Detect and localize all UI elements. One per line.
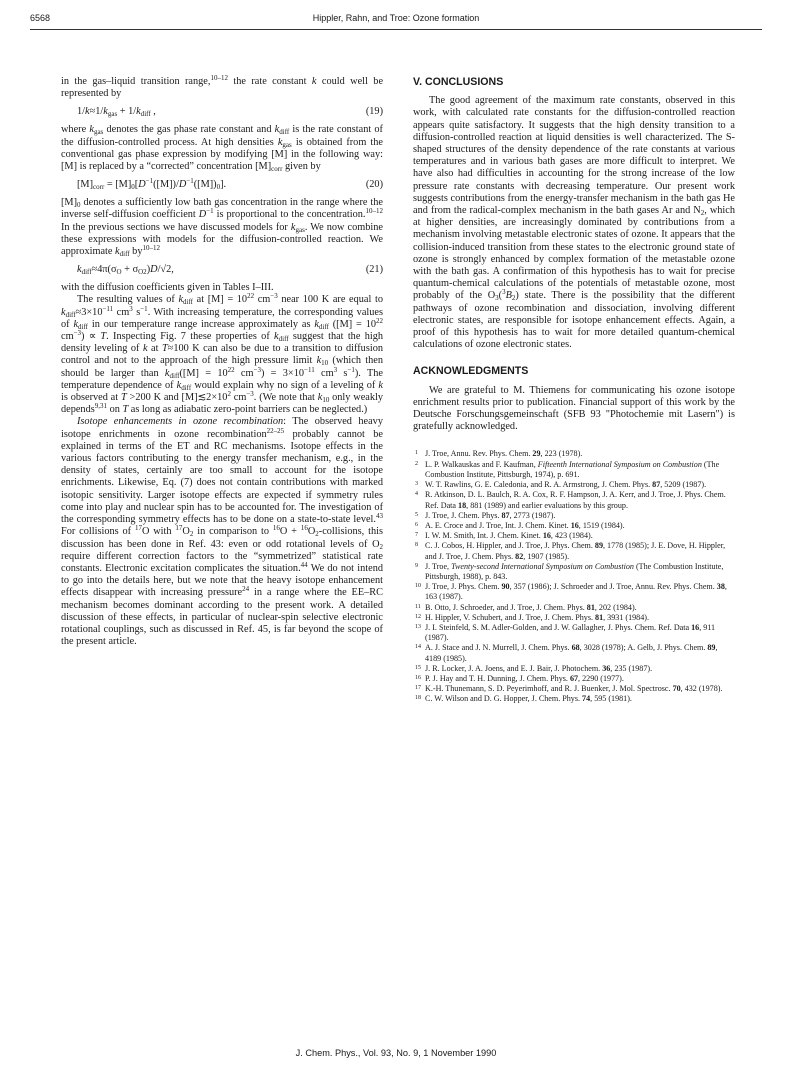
paragraph-conclusions: The good agreement of the maximum rate constants, observed in this work, with calculated rate constants for the diffusion-controlled reaction appears quite satisfactory. It suggests that the high density transition to a diffusion-controlled reaction at liquid densities is well characterized. The S-shaped structures of the density dependence of the rate constants at various temperatures and in various bath gases are more difficult to interpret. We have also had difficulties in accounting for the strong increase of the low pressure rate constants with decreasing temperature. Our present work suggests contributions from the energy-transfer mechanism in the bath gas He and from the radical-complex mechanism in the bath gases Ar and $N_2$, which at higher densities, are increasingly dominated by contributions from a mechanism involving metastable electronic states of ozone. It appears that the collision-induced transition from these states to the electronic ground state of ozone is strongly enhanced by complex formation of the metastable ozone with the bath gas. A confirmation of this hypothesis has to wait for precise quantum-chemical calculations of the potentials of metastable ozone, most probably of the $O_3(^3B_2)$ state. There is the possibility that the different pathways of ozone recombination and dissociation, involving different electronic states, are responsible for isotope enhancement effects. Again, a proof of this hypothesis has to wait for more detailed quantum-chemical calculations of ozone electronic states. [413,95,735,351]
reference-item: 9 J. Troe, Twenty-second International Symposium on Combustion (The Combustion Institute, Pittsburgh, 1988), p. 843. [415,561,724,581]
reference-item: 12 H. Hippler, V. Schubert, and J. Troe, J. Chem. Phys. 81, 3931 (1984). [415,612,649,622]
reference-item: 3 W. T. Rawlins, G. E. Caledonia, and R. A. Armstrong, J. Chem. Phys. 87, 5209 (1987). [415,480,707,490]
reference-item: 1 J. Troe, Annu. Rev. Phys. Chem. 29, 223 (1978). [415,449,583,459]
section-heading-acknowledgments: ACKNOWLEDGMENTS [413,365,529,378]
equation-21: $k_{diff}\approx 4\pi(\sigma_O + \sigma_{O2})D/√2$, (21) [61,258,383,282]
reference-item: 10 J. Troe, J. Phys. Chem. 90, 357 (1986); J. Schroeder and J. Troe, Annu. Rev. Phys. Chem. 38, 163 (1987). [415,582,727,602]
section-heading-conclusions: V. CONCLUSIONS [413,76,504,88]
run-in-heading: Isotope enhancements in ozone recombination [77,416,284,428]
reference-item: 6 A. E. Croce and J. Troe, Int. J. Chem. Kinet. 16, 1519 (1984). [415,520,625,530]
reference-item: 2 L. P. Walkauskas and F. Kaufman, Fifteenth International Symposium on Combustion (The Combustion Institute, Pittsburgh, 1974), p. 691. [415,459,720,479]
paragraph-isotope: Isotope enhancements in ozone recombination: The observed heavy isotope enrichments in ozone recombination$^{22-25}$ probably cannot be explained in terms of the ET and RC mechanisms. Isotope effects in the various factors contributing to the energy transfer mechanism, e.g., in the density of states, certainly are too small to account for the isotope enrichments. Likewise, Eq. (7) does not contain contributions with marked isotopic sensitivity. Larger isotope effects are expected if symmetry rules come into play and nuclear spin has to be accounted for. The investigation of the corresponding symmetry effects has to be done on a state-to-state level.$^{43}$ For collisions of $^{17}$O with $^{17}O_2$ in comparison to $^{16}O + ^{16}O_2$-collisions, this discussion has been done in Ref. 43: even or odd rotational levels of $O_2$ require different correction factors to the “symmetrized” statistical rate constants. Electronic excitation complicates the situation.$^{44}$ We do not intend to go into the details here, but we note that the heavy isotope enhancement effects disappear with increasing pressure$^{24}$ in a range where the EE–RC mechanism becomes dominant according to the present work. A detailed discussion of these effects, in particular of nuclear-spin selective electronic rotational couplings, such as discussed in Ref. 45, is far beyond the scope of the present article. [61,416,383,648]
reference-item: 14 A. J. Stace and J. N. Murrell, J. Chem. Phys. 68, 3028 (1978); A. Gelb, J. Phys. Chem. 89, 4189 (1985). [415,643,718,663]
reference-item: 13 J. I. Steinfeld, S. M. Adler-Golden, and J. W. Gallagher, J. Phys. Chem. Ref. Data 16, 911 (1987). [415,622,716,643]
reference-item: 11 B. Otto, J. Schroeder, and J. Troe, J. Chem. Phys. 81, 202 (1984). [415,602,637,612]
citation: 10–12 [142,244,160,253]
reference-item: 18 C. W. Wilson and D. G. Hopper, J. Chem. Phys. 74, 595 (1981). [415,694,632,704]
left-column [61,76,383,648]
paragraph-tables: with the diffusion coefficients given in Tables I–III. [61,282,274,294]
equation-number: (21) [365,264,383,276]
journal-footer: J. Chem. Phys., Vol. 93, No. 9, 1 November 1990 [295,1048,497,1058]
running-title: Hippler, Rahn, and Troe: Ozone formation [312,13,480,23]
reference-item: 5 J. Troe, J. Chem. Phys. 87, 2773 (1987). [415,510,556,520]
reference-item: 4 R. Atkinson, D. L. Baulch, R. A. Cox, R. F. Hampson, J. A. Kerr, and J. Troe, J. Phys. Chem. Ref. Data 18, 881 (1989) and earlier evaluations by this group. [415,490,726,510]
page-number: 6568 [30,13,51,23]
equation-number: (19) [365,106,383,118]
equation-20: $[M]_{corr} = [M]_0[D^{-1}([M])/D^{-1}([M])_0]$. (20) [61,173,383,197]
reference-item: 8 C. J. Cobos, H. Hippler, and J. Troe, J. Phys. Chem. 89, 1778 (1985); J. E. Dove, H. Hippler, and J. Troe, J. Chem. Phys. 82, 1907 (1985). [415,541,726,561]
paragraph-kdiff-values: The resulting values of $k_{diff}$ at $[M] = 10^{22}$ $cm^{-3}$ near 100 K are equal to $k_{diff}\approx 3\times 10^{-11}$ $cm^3$ $s^{-1}$. With increasing temperature, the corresponding values of $k_{diff}$ in our temperature range increase approximately as $k_{diff}$ ($[M] = 10^{22}$ $cm^{-3}) \propto T$. Inspecting Fig. 7 these properties of $k_{diff}$ suggest that the high density leveling of k at T≈100 K can also be due to a transition to diffusion control and not to the approach of the high pressure limit $k_{10}$ (which then should be larger than $k_{diff}([M] = 10^{22}$ $cm^{-3}) = 3\times 10^{-11}$ $cm^3$ $s^{-1}$). The temperature dependence of $k_{diff}$ would explain why no sign of a leveling of k is observed at T >200 K and $[M]≲2\times 10^2$ $cm^{-3}$. (We note that $k_{10}$ only weakly depends$^{9,31}$ on T as long as adiabatic zero-point barriers can be neglected.) [61,292,383,416]
reference-item: 16 P. J. Hay and T. H. Dunning, J. Chem. Phys. 67, 2290 (1977). [415,673,624,683]
header-rule [30,29,762,30]
paragraph-acknowledgments: We are grateful to M. Thiemens for communicating his ozone isotope enrichment results prior to publication. Financial support of this work by the Deutsche Forschungsgemeinschaft (SFB 93 "Photochemie mit Lasern") is gratefully acknowledged. [413,384,735,433]
reference-item: 17 K.-H. Thunemann, S. D. Peyerimhoff, and R. J. Buenker, J. Mol. Spectrosc. 70, 432 (1978). [415,684,723,694]
reference-item: 7 I. W. M. Smith, Int. J. Chem. Kinet. 16, 423 (1984). [415,531,593,541]
citation: 10–12 [210,74,228,82]
running-header [30,13,762,27]
paragraph-m0: $[M]_0$ denotes a sufficiently low bath gas concentration in the range where the inverse self-diffusion coefficient $D^{-1}$ is proportional to the concentration.$^{10-12}$ In the previous sections we have discussed models for $k_{gas}$. We now combine these expressions with models for the diffusion-controlled reaction. We approximate $k_{diff}$ $by^{10-12}$ [61,197,383,259]
equation-19: $1/k\approx 1/k_{gas} + 1/k_{diff}$ , (19) [61,100,383,124]
paragraph-kgas: where $k_{gas}$ denotes the gas phase rate constant and $k_{diff}$ is the rate constant of the diffusion-controlled process. At high densities $k_{gas}$ is obtained from the conventional gas phase expression by modifying [M] in the following way: [M] is replaced by a “corrected” concentration $[M]_{corr}$ given by [61,124,384,174]
equation-number: (20) [365,179,383,191]
reference-item: 15 J. R. Locker, J. A. Joens, and E. J. Bair, J. Photochem. 36, 235 (1987). [415,663,653,673]
paragraph-intro: in the gas–liquid transition range,$^{10-12}$ the rate constant k could well be represented by [61,74,384,100]
reference-list [413,449,735,704]
right-column [413,76,735,705]
